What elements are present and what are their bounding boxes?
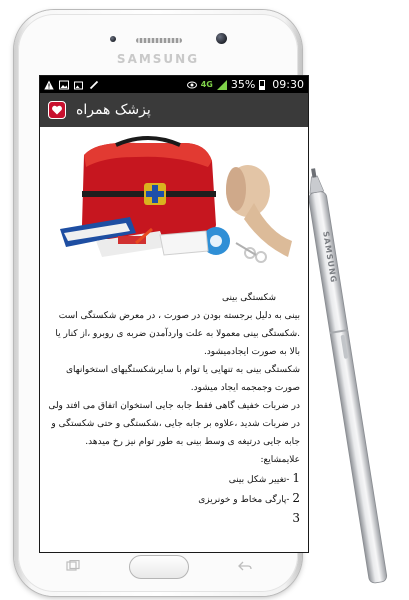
clock: 09:30: [272, 78, 304, 91]
list-item: [48, 509, 300, 529]
brand-logo: SAMSUNG: [116, 52, 200, 66]
list-item-number: 3: [292, 511, 300, 525]
phone-body: [14, 10, 302, 596]
proximity-sensor-icon: [110, 36, 116, 42]
list-item-number: 1: [292, 471, 300, 485]
earpiece-speaker: [136, 38, 182, 43]
heart-icon: [51, 104, 63, 116]
first-aid-kit-icon: [56, 133, 292, 283]
signal-icon: [217, 80, 227, 90]
article-scroll-area[interactable]: [40, 127, 308, 552]
home-button[interactable]: [129, 555, 189, 579]
warning-icon: [44, 80, 54, 90]
article-body: [48, 289, 300, 529]
battery-icon: [259, 80, 265, 90]
app-title: پزشک همراه: [76, 102, 151, 118]
app-bar: [40, 93, 308, 127]
back-icon[interactable]: [238, 560, 252, 572]
battery-percent: 35%: [230, 78, 256, 91]
pen-brand-label: SAMSUNG: [321, 230, 339, 284]
status-bar: [40, 76, 308, 93]
pen-icon: [89, 80, 99, 90]
list-item-text: -پارگی مخاط و خونریزی: [198, 495, 290, 505]
heart-shield-icon[interactable]: [48, 101, 66, 119]
list-item-number: 2: [292, 491, 300, 505]
notification-icons: [44, 80, 99, 90]
list-item: [48, 489, 300, 509]
article-paragraph: بینی به دلیل برجسته بودن در صورت ، در معرض شکستگی است .شکستگی بینی معمولا به علت واردآمدن ضربه ی روبرو ،از کنار یا بالا به صورت ایجادمیشود.: [55, 311, 300, 357]
eye-icon: [187, 80, 197, 90]
phone-screen: [39, 75, 309, 553]
list-item-text: -تغییر شکل بینی: [228, 475, 290, 485]
article-paragraph: شکستگی بینی به تنهایی یا توام با سایرشکستگیهای استخوانهای صورت وجمجمه ایجاد میشود.: [65, 365, 300, 393]
recent-apps-icon[interactable]: [66, 560, 80, 572]
system-icons: [187, 78, 304, 91]
symptoms-label: علایمشایع:: [260, 455, 300, 465]
article-heading: شکستگی بینی: [221, 293, 276, 303]
front-camera-icon: [216, 33, 227, 44]
article-paragraph: در ضربات خفیف گاهی فقط جابه جایی استخوان اتفاق می افتد ولی در ضربات شدید ،علاوه بر جابه جایی ،شکستگی و حتی شکستگی و جابه جایی درتیغه ی وسط بینی به طور توام نیز رخ میدهد.: [48, 401, 300, 447]
list-item: [48, 469, 300, 489]
gallery-icon: [74, 80, 84, 90]
network-type: 4G: [200, 80, 213, 89]
image-icon: [59, 80, 69, 90]
